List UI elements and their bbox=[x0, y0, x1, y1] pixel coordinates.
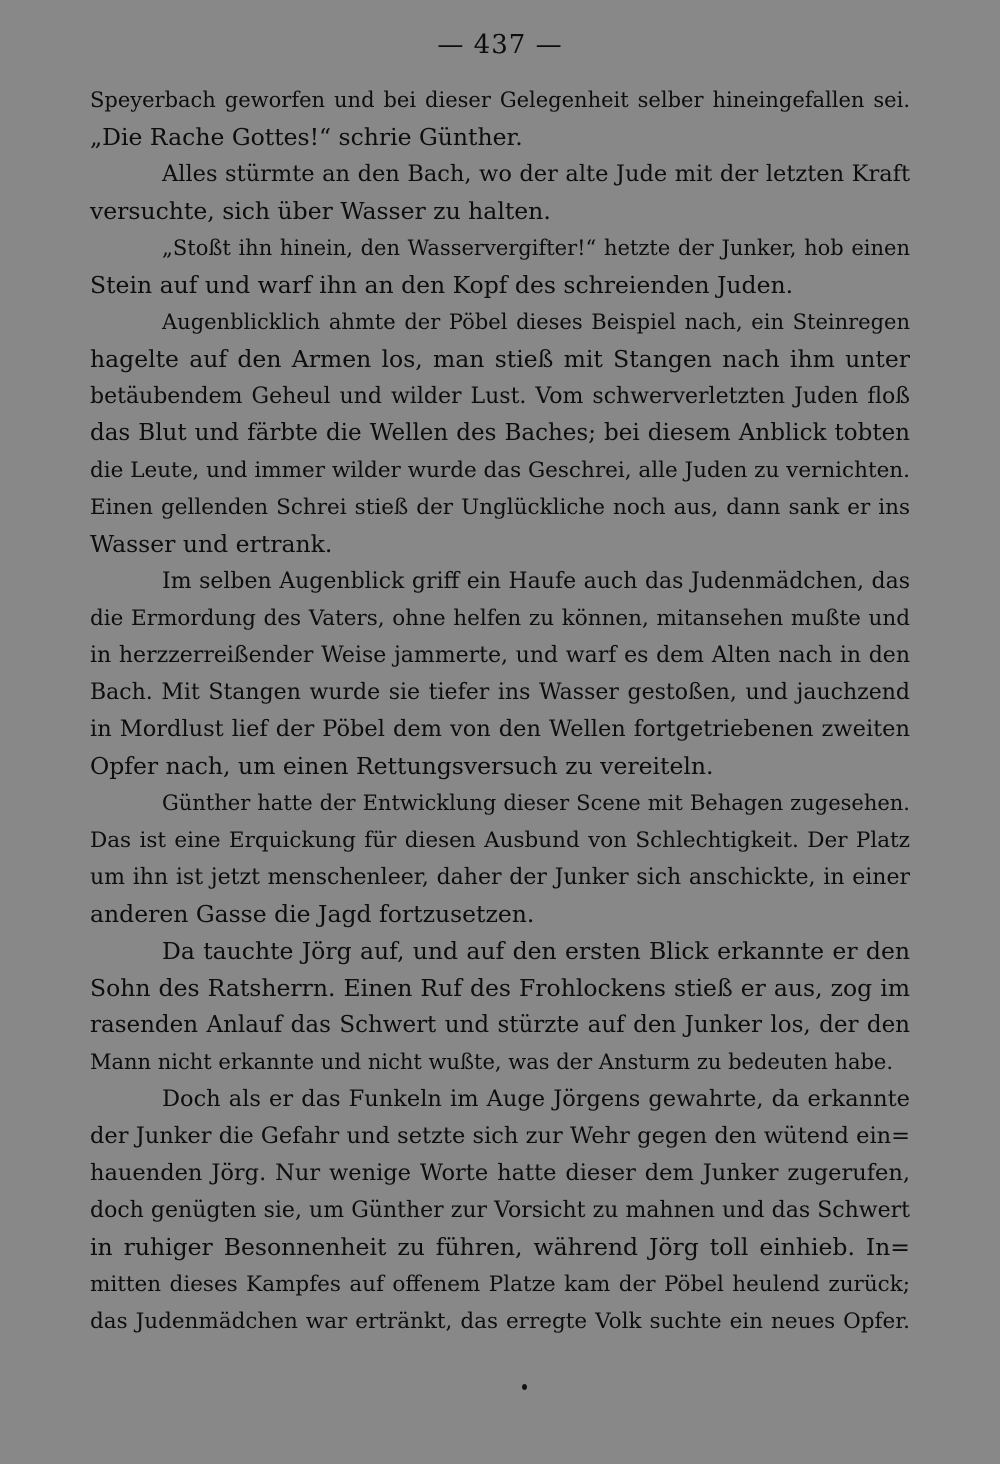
text-line: Einen gellenden Schrei stieß der Unglückliche noch aus, dann sank er ins bbox=[90, 495, 910, 520]
text-line: anderen Gasse die Jagd fortzusetzen. bbox=[90, 900, 535, 928]
text-line: doch genügten sie, um Günther zur Vorsicht zu mahnen und das Schwert bbox=[90, 1198, 910, 1223]
text-line: in Mordlust lief der Pöbel dem von den Wellen fortgetriebenen zweiten bbox=[90, 716, 910, 742]
text-line: mitten dieses Kampfes auf offenem Platze kam der Pöbel heulend zurück; bbox=[90, 1272, 910, 1297]
text-line: betäubendem Geheul und wilder Lust. Vom schwerverletzten Juden floß bbox=[90, 384, 910, 409]
text-line: um ihn ist jetzt menschenleer, daher der Junker sich anschickte, in einer bbox=[90, 865, 910, 890]
text-line: Das ist eine Erquickung für diesen Ausbund von Schlechtigkeit. Der Platz bbox=[90, 828, 910, 853]
text-line: Speyerbach geworfen und bei dieser Gelegenheit selber hineingefallen sei. bbox=[90, 88, 910, 112]
text-line: Da tauchte Jörg auf, und auf den ersten Blick erkannte er den bbox=[162, 937, 910, 965]
text-line: Wasser und ertrank. bbox=[90, 530, 333, 558]
text-line: hauenden Jörg. Nur wenige Worte hatte dieser dem Junker zugerufen, bbox=[90, 1160, 910, 1186]
text-line: Günther hatte der Entwicklung dieser Scene mit Behagen zugesehen. bbox=[162, 791, 910, 815]
text-line: Sohn des Ratsherrn. Einen Ruf des Frohlockens stieß er aus, zog im bbox=[90, 974, 910, 1002]
text-line: in ruhiger Besonnenheit zu führen, während Jörg toll einhieb. In= bbox=[90, 1233, 910, 1261]
text-line: „Stoßt ihn hinein, den Wasservergifter!“ hetzte der Junker, hob einen bbox=[162, 236, 910, 260]
text-line: Bach. Mit Stangen wurde sie tiefer ins Wasser gestoßen, und jauchzend bbox=[90, 680, 910, 705]
text-line: „Die Rache Gottes!“ schrie Günther. bbox=[90, 123, 523, 151]
text-line: rasenden Anlauf das Schwert und stürzte auf den Junker los, der den bbox=[90, 1012, 910, 1038]
text-line: hagelte auf den Armen los, man stieß mit Stangen nach ihm unter bbox=[90, 345, 910, 373]
text-line: die Leute, und immer wilder wurde das Geschrei, alle Juden zu vernichten. bbox=[90, 458, 910, 483]
text-line: das Judenmädchen war ertränkt, das erregte Volk suchte ein neues Opfer. bbox=[90, 1309, 910, 1334]
text-line: in herzzerreißender Weise jammerte, und warf es dem Alten nach in den bbox=[90, 643, 910, 668]
body-text bbox=[90, 82, 910, 1340]
text-line: das Blut und färbte die Wellen des Baches; bei diesem Anblick tobten bbox=[90, 420, 910, 446]
text-line: Doch als er das Funkeln im Auge Jörgens gewahrte, da erkannte bbox=[162, 1086, 910, 1112]
text-line: versuchte, sich über Wasser zu halten. bbox=[90, 197, 551, 225]
text-line: die Ermordung des Vaters, ohne helfen zu können, mitansehen mußte und bbox=[90, 606, 910, 631]
text-line: Augenblicklich ahmte der Pöbel dieses Beispiel nach, ein Steinregen bbox=[162, 310, 910, 334]
text-line: Alles stürmte an den Bach, wo der alte Jude mit der letzten Kraft bbox=[162, 161, 910, 187]
text-line: Im selben Augenblick griff ein Haufe auch das Judenmädchen, das bbox=[162, 569, 910, 594]
text-line: der Junker die Gefahr und setzte sich zur Wehr gegen den wütend ein= bbox=[90, 1123, 910, 1149]
text-line: Mann nicht erkannte und nicht wußte, was der Ansturm zu bedeuten habe. bbox=[90, 1050, 894, 1074]
text-line: Stein auf und warf ihn an den Kopf des schreienden Juden. bbox=[90, 271, 794, 299]
page-number: — 437 — bbox=[437, 30, 563, 60]
ink-dot bbox=[522, 1384, 527, 1390]
text-line: Opfer nach, um einen Rettungsversuch zu vereiteln. bbox=[90, 752, 714, 780]
